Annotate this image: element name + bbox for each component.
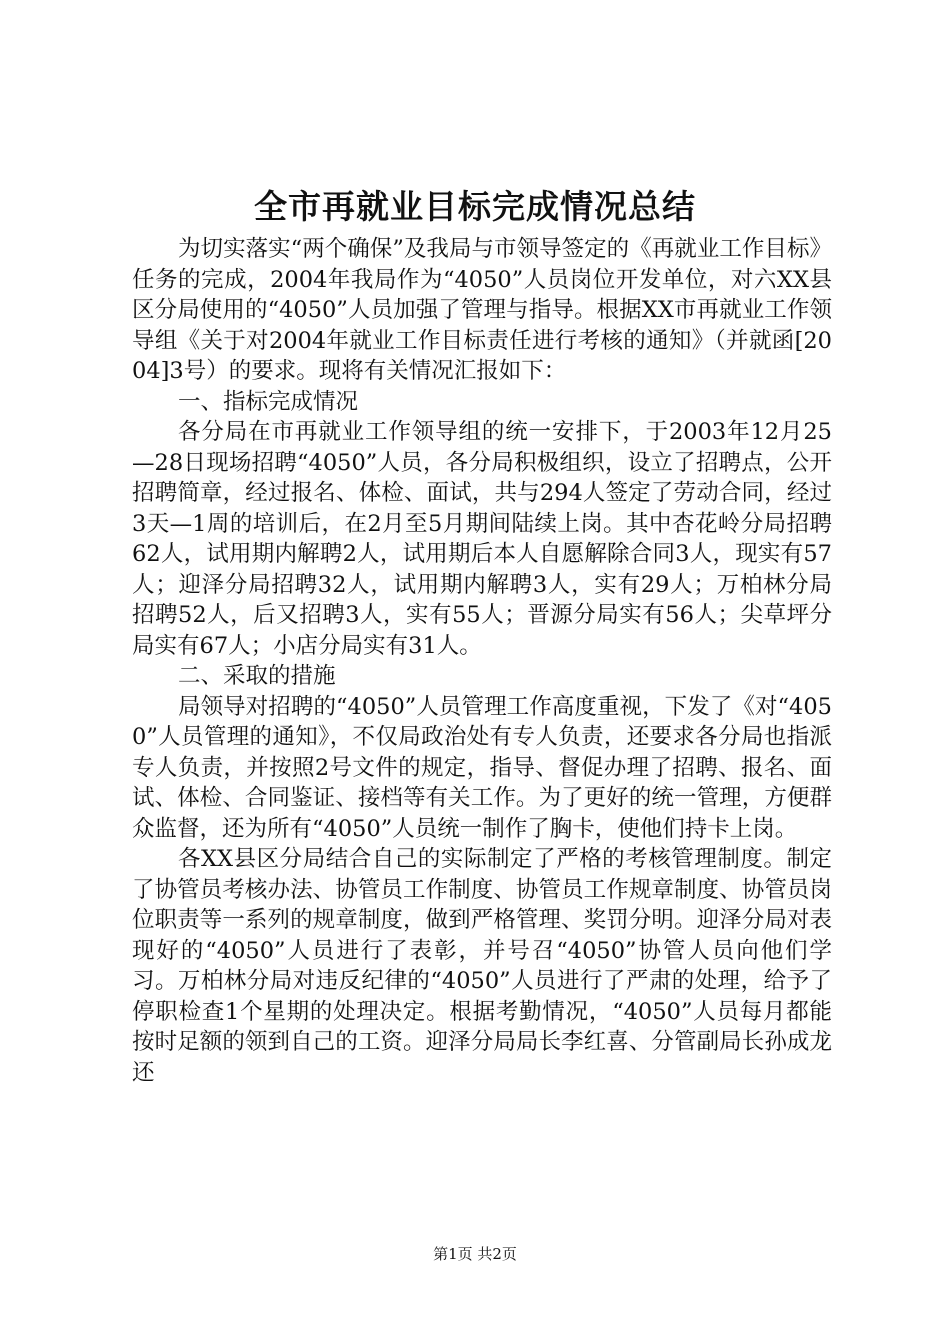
section-heading-1: 一、指标完成情况 bbox=[178, 388, 359, 415]
paragraph-district-management: 各XX县区分局结合自己的实际制定了严格的考核管理制度。制定了协管员考核办法、协管员工作制度、协管员工作规章制度、协管员岗位职责等一系列的规章制度，做到严格管理、奖罚分明。迎泽分局对表现好的“4050”人员进行了表彰，并号召“4050”协管人员向他们学习。万柏林分局对违反纪律的“4050”人员进行了严肃的处理，给予了停职检查1个星期的处理决定。根据考勤情况，“4050”人员每月都能按时足额的领到自己的工资。迎泽分局局长李红喜、分管副局长孙成龙还 bbox=[132, 846, 832, 1086]
page-footer: 第1页 共2页 bbox=[433, 1245, 517, 1263]
paragraph-intro: 为切实落实“两个确保”及我局与市领导签定的《再就业工作目标》任务的完成，2004年我局作为“4050”人员岗位开发单位，对六XX县区分局使用的“4050”人员加强了管理与指导。根据XX市再就业工作领导组《关于对2004年就业工作目标责任进行考核的通知》（并就函[2004]3号）的要求。现将有关情况汇报如下： bbox=[132, 236, 832, 384]
document-body bbox=[132, 234, 832, 1088]
section-heading-2: 二、采取的措施 bbox=[178, 663, 336, 689]
paragraph-measures: 局领导对招聘的“4050”人员管理工作高度重视，下发了《对“4050”人员管理的通知》，不仅局政治处有专人负责，还要求各分局也指派专人负责，并按照2号文件的规定，指导、督促办理了招聘、报名、面试、体检、合同鉴证、接档等有关工作。为了更好的统一管理，方便群众监督，还为所有“4050”人员统一制作了胸卡，使他们持卡上岗。 bbox=[132, 693, 832, 842]
document-title: 全市再就业目标完成情况总结 bbox=[254, 187, 696, 226]
paragraph-targets: 各分局在市再就业工作领导组的统一安排下，于2003年12月25—28日现场招聘“4050”人员，各分局积极组织，设立了招聘点，公开招聘简章，经过报名、体检、面试，共与294人签定了劳动合同，经过3天—1周的培训后，在2月至5月期间陆续上岗。其中杏花岭分局招聘62人，试用期内解聘2人，试用期后本人自愿解除合同3人，现实有57人；迎泽分局招聘32人，试用期内解聘3人，实有29人；万柏林分局招聘52人，后又招聘3人，实有55人；晋源分局实有56人；尖草坪分局实有67人；小店分局实有31人。 bbox=[132, 419, 832, 659]
